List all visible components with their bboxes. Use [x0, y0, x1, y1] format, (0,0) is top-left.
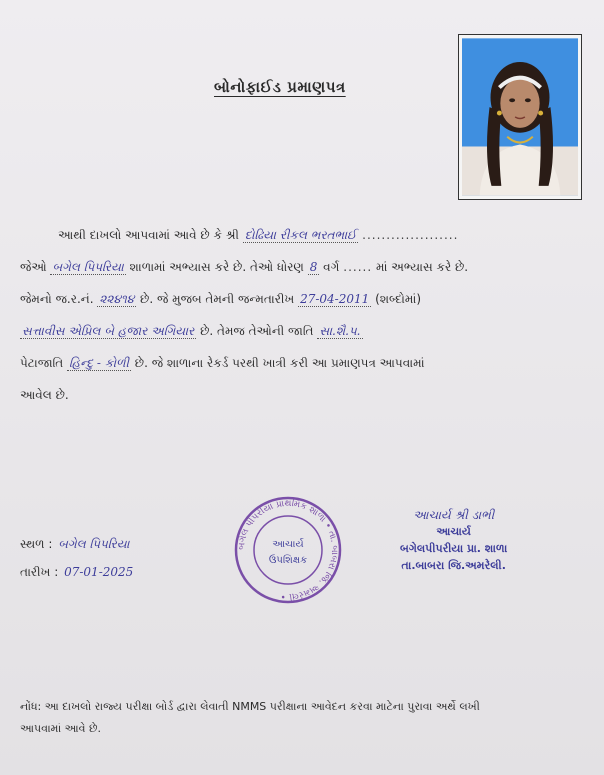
line6-text: આવેલ છે.: [20, 388, 69, 402]
standard-value: 8: [309, 260, 318, 274]
certificate-line-5: [20, 355, 425, 371]
line2-mid: શાળામાં અભ્યાસ કરે છે. તેઓ ધોરણ: [129, 260, 304, 274]
student-name: દોઢિયા રીકલ ભરતભાઈ: [244, 228, 357, 242]
class-value: ......: [343, 260, 373, 274]
line2-prefix: જેઓ: [20, 260, 47, 274]
principal-signature: આચાર્ય શ્રી ડાભી: [413, 508, 495, 522]
caste-value: સા.શૈ.પ.: [319, 324, 361, 338]
line1-dots: ....................: [362, 228, 459, 242]
stamp-center-line-1: આચાર્ય: [272, 539, 304, 550]
place-row: [20, 536, 131, 552]
class-label: વર્ગ: [323, 260, 340, 274]
student-photo: [458, 34, 582, 200]
date-value: 07-01-2025: [64, 565, 134, 579]
school-stamp: [228, 495, 348, 605]
principal-taluka: તા.બાબરા જિ.અમરેલી.: [401, 559, 506, 572]
certificate-line-3: [20, 291, 421, 307]
certificate-line-1: [58, 227, 458, 243]
line5-suffix: છે. જે શાળાના રેકર્ડ પરથી ખાત્રી કરી આ પ્રમાણપત્ર આપવામાં: [134, 356, 425, 370]
place-label: સ્થળ :: [20, 537, 53, 551]
certificate-line-6: [20, 387, 69, 403]
line4-mid: છે. તેમજ તેઓની જાતિ: [200, 324, 314, 338]
principal-title: આચાર્ય: [436, 525, 471, 538]
principal-school: બગેલપીપરીયા પ્રા. શાળા: [400, 542, 508, 555]
stamp-seal-icon: [228, 495, 348, 605]
certificate-line-4: [20, 323, 363, 339]
line5-prefix: પેટાજાતિ: [20, 356, 64, 370]
dob-in-words: સત્તાવીસ એપ્રિલ બે હજાર અગિયાર: [22, 324, 195, 338]
footer-note-line-1: નોંધ: આ દાખલો રાજ્ય પરીક્ષા બોર્ડ દ્વારા લેવાતી NMMS પરીક્ષાના આવેદન કરવા માટેના પુરાવા અર્થે લખી: [20, 700, 480, 713]
place-value: બગેલ પિપરિયા: [58, 537, 130, 551]
certificate-line-2: [20, 259, 468, 275]
date-of-birth: 27-04-2011: [300, 292, 370, 306]
gr-number: ૨૨૪૧૪: [99, 292, 135, 306]
footer-note-line-2: આપવામાં આવે છે.: [20, 722, 101, 735]
line1-prefix: આથી દાખલો આપવામાં આવે છે કે શ્રી: [58, 228, 239, 242]
subcaste-value: હિન્દુ - કોળી: [69, 356, 129, 370]
certificate-title: બોનોફાઈડ પ્રમાણપત્ર: [214, 78, 346, 96]
stamp-ring-text: બગેલ પીપરીયા પ્રાથમિક શાળા • તા. બાબરા જિ. અમરેલી •: [236, 498, 340, 602]
date-label: તારીખ :: [20, 565, 59, 579]
line3-mid: છે. જે મુજબ તેમની જન્મતારીખ: [140, 292, 295, 306]
stamp-center-line-2: ઉપશિક્ષક: [268, 555, 308, 566]
line2-suffix: માં અભ્યાસ કરે છે.: [375, 260, 469, 274]
line3-prefix: જેમનો જ.ર.નં.: [20, 292, 94, 306]
principal-signature-block: [400, 508, 507, 574]
school-name: બગેલ પિપરિયા: [52, 260, 124, 274]
line3-suffix: (શબ્દોમાં): [375, 292, 422, 306]
student-photo-image: [462, 38, 578, 196]
date-row: [20, 564, 135, 580]
